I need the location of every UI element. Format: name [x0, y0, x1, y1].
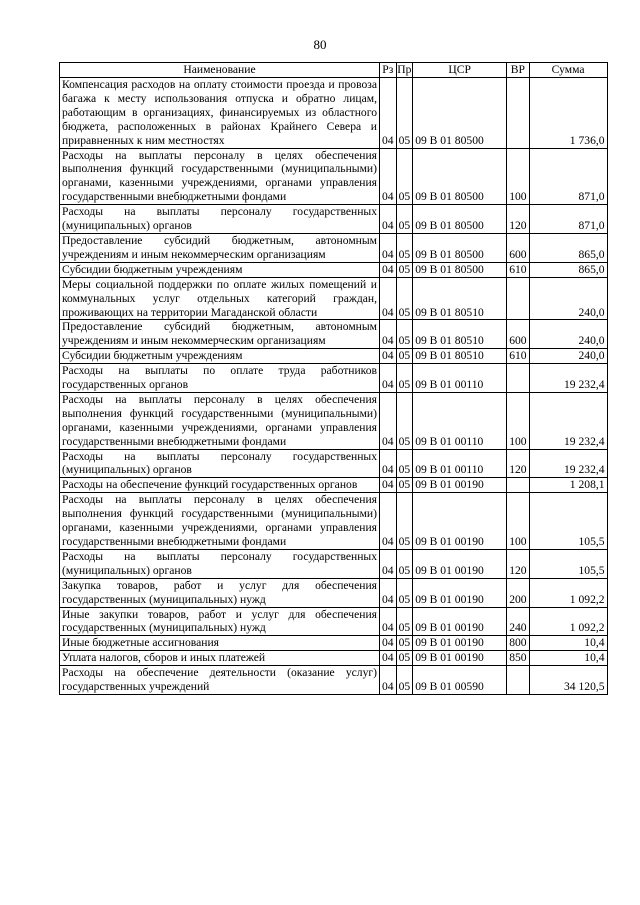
cell-name: Расходы на выплаты персоналу в целях обеспечения выполнения функций государственными (муниципальными) органами, казенными учреждениями, органами управления государственными внебюджетными фондами — [60, 493, 380, 550]
cell-csr: 09 В 01 00190 — [413, 578, 507, 607]
cell-rz: 04 — [380, 277, 397, 320]
cell-csr: 09 В 01 00190 — [413, 607, 507, 636]
cell-sum: 19 232,4 — [529, 449, 607, 478]
table-row — [60, 205, 608, 234]
cell-name: Субсидии бюджетным учреждениям — [60, 349, 380, 364]
cell-csr: 09 В 01 80510 — [413, 349, 507, 364]
page-number: 80 — [313, 37, 327, 52]
cell-csr: 09 В 01 00190 — [413, 636, 507, 651]
table-row — [60, 666, 608, 695]
cell-vr: 800 — [507, 636, 529, 651]
cell-pr: 05 — [396, 651, 413, 666]
table-row — [60, 148, 608, 205]
cell-sum: 105,5 — [529, 549, 607, 578]
cell-rz: 04 — [380, 392, 397, 449]
budget-table — [59, 62, 608, 695]
header-csr: ЦСР — [413, 63, 507, 78]
table-row — [60, 549, 608, 578]
cell-rz: 04 — [380, 262, 397, 277]
cell-csr: 09 В 01 80500 — [413, 205, 507, 234]
cell-vr: 120 — [507, 449, 529, 478]
cell-csr: 09 В 01 00110 — [413, 364, 507, 393]
cell-csr: 09 В 01 80500 — [413, 233, 507, 262]
cell-name: Расходы на выплаты персоналу государственных (муниципальных) органов — [60, 205, 380, 234]
cell-pr: 05 — [396, 636, 413, 651]
cell-pr: 05 — [396, 78, 413, 149]
table-row — [60, 320, 608, 349]
cell-sum: 1 736,0 — [529, 78, 607, 149]
cell-sum: 19 232,4 — [529, 364, 607, 393]
cell-sum: 871,0 — [529, 205, 607, 234]
table-row — [60, 349, 608, 364]
cell-csr: 09 В 01 80500 — [413, 148, 507, 205]
header-vr: ВР — [507, 63, 529, 78]
cell-pr: 05 — [396, 148, 413, 205]
header-sum: Сумма — [529, 63, 607, 78]
cell-sum: 865,0 — [529, 262, 607, 277]
cell-csr: 09 В 01 00190 — [413, 549, 507, 578]
cell-name: Иные бюджетные ассигнования — [60, 636, 380, 651]
cell-rz: 04 — [380, 636, 397, 651]
table-row — [60, 364, 608, 393]
cell-vr — [507, 78, 529, 149]
cell-sum: 240,0 — [529, 349, 607, 364]
table-row — [60, 607, 608, 636]
cell-name: Расходы на выплаты персоналу в целях обеспечения выполнения функций государственными (муниципальными) органами, казенными учреждениями, органами управления государственными внебюджетными фондами — [60, 392, 380, 449]
cell-csr: 09 В 01 80500 — [413, 78, 507, 149]
cell-name: Компенсация расходов на оплату стоимости проезда и провоза багажа к месту использования отпуска и обратно лицам, работающим в организациях, финансируемых из областного бюджета, расположенных в районах Крайнего Севера и приравненных к ним местностях — [60, 78, 380, 149]
cell-rz: 04 — [380, 233, 397, 262]
cell-rz: 04 — [380, 651, 397, 666]
cell-vr: 100 — [507, 148, 529, 205]
cell-name: Расходы на выплаты по оплате труда работников государственных органов — [60, 364, 380, 393]
cell-rz: 04 — [380, 349, 397, 364]
table-body — [60, 78, 608, 695]
cell-vr: 850 — [507, 651, 529, 666]
cell-pr: 05 — [396, 478, 413, 493]
table-row — [60, 392, 608, 449]
cell-pr: 05 — [396, 578, 413, 607]
cell-pr: 05 — [396, 349, 413, 364]
cell-rz: 04 — [380, 478, 397, 493]
cell-pr: 05 — [396, 666, 413, 695]
cell-vr — [507, 364, 529, 393]
cell-name: Уплата налогов, сборов и иных платежей — [60, 651, 380, 666]
cell-vr: 100 — [507, 493, 529, 550]
cell-name: Субсидии бюджетным учреждениям — [60, 262, 380, 277]
cell-sum: 240,0 — [529, 320, 607, 349]
cell-rz: 04 — [380, 78, 397, 149]
cell-vr: 200 — [507, 578, 529, 607]
cell-name: Предоставление субсидий бюджетным, автономным учреждениям и иным некоммерческим организациям — [60, 320, 380, 349]
table-row — [60, 636, 608, 651]
cell-name: Закупка товаров, работ и услуг для обеспечения государственных (муниципальных) нужд — [60, 578, 380, 607]
header-pr: Пр — [397, 63, 412, 77]
cell-vr: 610 — [507, 349, 529, 364]
cell-vr: 120 — [507, 205, 529, 234]
cell-name: Меры социальной поддержки по оплате жилых помещений и коммунальных услуг отдельных категорий граждан, проживающих на территории Магаданской области — [60, 277, 380, 320]
cell-pr: 05 — [396, 205, 413, 234]
cell-pr: 05 — [396, 277, 413, 320]
table-row — [60, 277, 608, 320]
table-row — [60, 493, 608, 550]
cell-sum: 1 092,2 — [529, 578, 607, 607]
cell-rz: 04 — [380, 549, 397, 578]
cell-rz: 04 — [380, 666, 397, 695]
cell-vr — [507, 666, 529, 695]
cell-rz: 04 — [380, 205, 397, 234]
cell-sum: 1 208,1 — [529, 478, 607, 493]
cell-name: Расходы на выплаты персоналу в целях обеспечения выполнения функций государственными (муниципальными) органами, казенными учреждениями, органами управления государственными внебюджетными фондами — [60, 148, 380, 205]
cell-name: Расходы на обеспечение функций государственных органов — [60, 478, 380, 493]
cell-csr: 09 В 01 00190 — [413, 478, 507, 493]
cell-csr: 09 В 01 00190 — [413, 651, 507, 666]
cell-csr: 09 В 01 00110 — [413, 392, 507, 449]
table-row — [60, 449, 608, 478]
cell-vr: 610 — [507, 262, 529, 277]
cell-name: Иные закупки товаров, работ и услуг для обеспечения государственных (муниципальных) нужд — [60, 607, 380, 636]
table-row — [60, 233, 608, 262]
cell-pr: 05 — [396, 320, 413, 349]
cell-name: Расходы на обеспечение деятельности (оказание услуг) государственных учреждений — [60, 666, 380, 695]
cell-sum: 10,4 — [529, 651, 607, 666]
cell-pr: 05 — [396, 549, 413, 578]
cell-csr: 09 В 01 00190 — [413, 493, 507, 550]
cell-rz: 04 — [380, 493, 397, 550]
table-row — [60, 478, 608, 493]
cell-sum: 19 232,4 — [529, 392, 607, 449]
cell-vr: 240 — [507, 607, 529, 636]
cell-sum: 1 092,2 — [529, 607, 607, 636]
cell-pr: 05 — [396, 392, 413, 449]
cell-pr: 05 — [396, 262, 413, 277]
header-rz: Рз — [380, 63, 397, 78]
table-row — [60, 78, 608, 149]
cell-pr: 05 — [396, 364, 413, 393]
cell-vr — [507, 277, 529, 320]
table-row — [60, 262, 608, 277]
cell-vr — [507, 478, 529, 493]
cell-sum: 34 120,5 — [529, 666, 607, 695]
cell-sum: 865,0 — [529, 233, 607, 262]
cell-rz: 04 — [380, 364, 397, 393]
cell-vr: 600 — [507, 233, 529, 262]
cell-rz: 04 — [380, 148, 397, 205]
cell-pr: 05 — [396, 233, 413, 262]
cell-csr: 09 В 01 80510 — [413, 277, 507, 320]
table-header — [60, 63, 608, 78]
cell-csr: 09 В 01 00110 — [413, 449, 507, 478]
cell-csr: 09 В 01 80510 — [413, 320, 507, 349]
cell-rz: 04 — [380, 449, 397, 478]
cell-pr: 05 — [396, 449, 413, 478]
table-row — [60, 578, 608, 607]
cell-vr: 100 — [507, 392, 529, 449]
cell-pr: 05 — [396, 493, 413, 550]
cell-sum: 10,4 — [529, 636, 607, 651]
cell-rz: 04 — [380, 578, 397, 607]
cell-sum: 240,0 — [529, 277, 607, 320]
cell-name: Расходы на выплаты персоналу государственных (муниципальных) органов — [60, 449, 380, 478]
header-name: Наименование — [60, 63, 380, 78]
cell-name: Предоставление субсидий бюджетным, автономным учреждениям и иным некоммерческим организациям — [60, 233, 380, 262]
cell-sum: 871,0 — [529, 148, 607, 205]
cell-rz: 04 — [380, 320, 397, 349]
cell-csr: 09 В 01 00590 — [413, 666, 507, 695]
cell-csr: 09 В 01 80500 — [413, 262, 507, 277]
cell-vr: 120 — [507, 549, 529, 578]
cell-name: Расходы на выплаты персоналу государственных (муниципальных) органов — [60, 549, 380, 578]
table-row — [60, 651, 608, 666]
cell-sum: 105,5 — [529, 493, 607, 550]
cell-vr: 600 — [507, 320, 529, 349]
cell-rz: 04 — [380, 607, 397, 636]
cell-pr: 05 — [396, 607, 413, 636]
